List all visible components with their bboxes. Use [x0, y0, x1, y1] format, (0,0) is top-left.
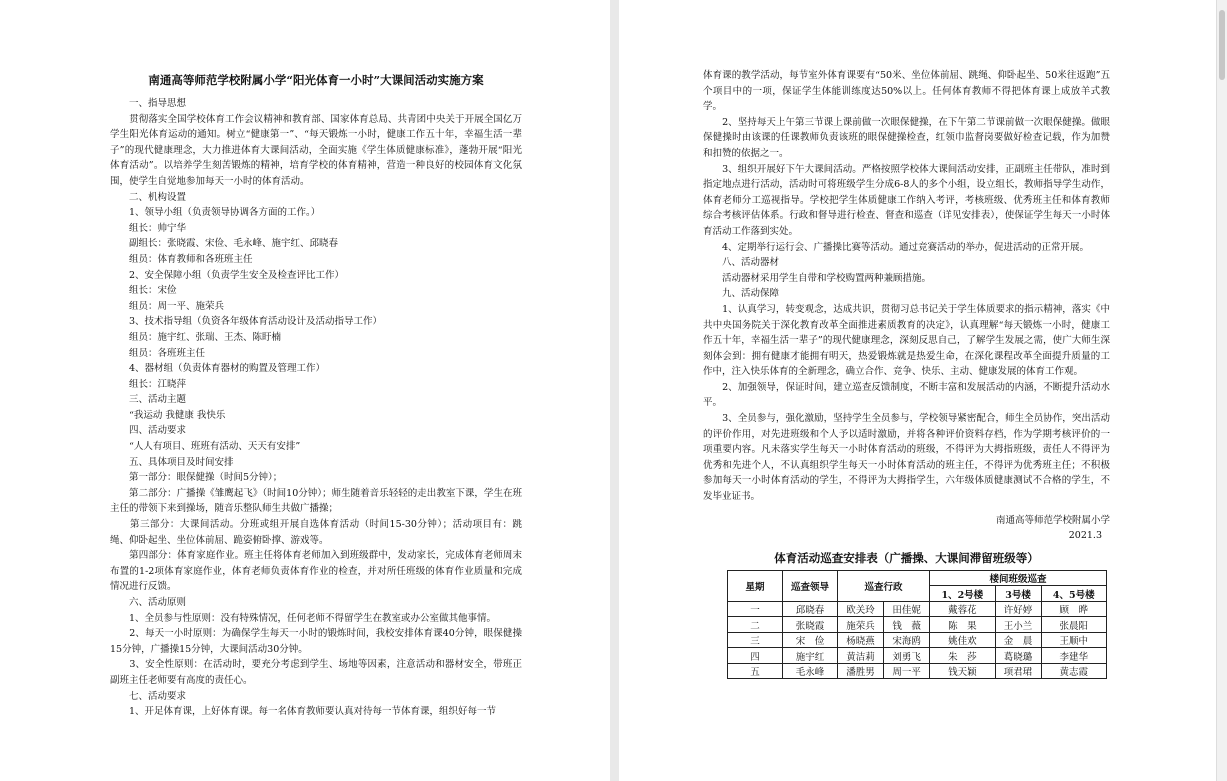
left-page-body: [110, 96, 522, 720]
table-cell-admin1: 施荣兵: [838, 617, 884, 633]
table-row: [728, 648, 1107, 664]
paragraph: 体育课的教学活动，每节室外体育课要有“50米、坐位体前屈、跳绳、仰卧起坐、50米往返跑”五个项目中的一项，保证学生体能训练度达50%以上。任何体育教师不得把体育课上成放羊式教学。: [703, 70, 1110, 113]
paragraph: 3、安全性原则：在活动时，要充分考虑到学生、场地等因素，注意活动和器材安全，带班正副班主任老师要有高度的责任心。: [110, 659, 522, 686]
paragraph: 1、开足体育课，上好体育课。每一名体育教师要认真对待每一节体育课，组织好每一节: [110, 706, 497, 718]
table-cell-leader: 邱晓春: [783, 601, 838, 617]
table-cell-f1: 钱天颖: [930, 663, 995, 679]
paragraph: 第四部分：体育家庭作业。班主任将体育老师加入到班级群中，发动家长，完成体育老师周末布置的1-2项体育家庭作业，体育老师负责体育作业的检查，并对所任班级的体育作业质量和完成情况进行反馈。: [110, 550, 522, 593]
paragraph: 七、活动要求: [110, 690, 187, 702]
table-cell-admin2: 周一平: [884, 663, 930, 679]
schedule-table: [727, 570, 1107, 680]
table-cell-f3: 王顺中: [1041, 632, 1106, 648]
schedule-table-body: [728, 601, 1107, 679]
header-floor-3: 3号楼: [995, 586, 1041, 602]
table-cell-leader: 张晓霞: [783, 617, 838, 633]
table-cell-admin1: 潘胜男: [838, 663, 884, 679]
paragraph: 一、指导思想: [110, 98, 187, 109]
document-page-right: [619, 0, 1217, 781]
paragraph: 1、全员参与性原则：没有特殊情况，任何老师不得留学生在教室或办公室做其他事情。: [110, 612, 497, 624]
table-cell-day: 一: [728, 601, 783, 617]
paragraph: 2、坚持每天上午第三节课上课前做一次眼保健操，在下午第二节课前做一次眼保健操。做眼保健操时由该课的任课教师负责该班的眼保健操检查，红领巾监督岗要做好检查记载，作为加赞和扣赞的依据之一。: [703, 116, 1110, 159]
paragraph: 组员：体育教师和各班班主任: [110, 253, 253, 265]
paragraph: 3、技术指导组（负资各年级体育活动设计及活动指导工作）: [110, 316, 383, 328]
table-cell-f3: 黄志霞: [1041, 663, 1106, 679]
header-weekday: 星期: [728, 570, 783, 601]
paragraph: 八、活动器材: [703, 257, 780, 269]
paragraph: 五、具体项目及时间安排: [110, 456, 234, 468]
paragraph: “人人有项目、班班有活动、天天有安排”: [110, 441, 301, 453]
table-cell-leader: 宋 俭: [783, 632, 838, 648]
table-cell-f2: 王小兰: [995, 617, 1041, 633]
header-admin: 巡查行政: [838, 570, 930, 601]
paragraph: 九、活动保障: [703, 288, 780, 300]
paragraph: 第三部分：大课间活动。分班或组开展自选体育活动（时间15-30分钟）；活动项目有：跳绳、仰卧起坐、坐位体前屈、跪姿俯卧撑、游戏等。: [110, 519, 522, 546]
paragraph: 4、器材组（负责体育器材的购置及管理工作）: [110, 363, 326, 375]
header-floor-1-2: 1、2号楼: [930, 586, 995, 602]
table-cell-leader: 施宇红: [783, 648, 838, 664]
paragraph: 第一部分：眼保健操（时间5分钟）；: [110, 472, 283, 484]
paragraph: 2、每天一小时原则：为确保学生每天一小时的锻炼时间，我校安排体育课40分钟，眼保健操15分钟，广播操15分钟，大课间活动30分钟。: [110, 628, 522, 655]
paragraph: 三、活动主题: [110, 394, 187, 406]
paragraph: 组员：施宇红、张瑞、王杰、陈盱楠: [110, 331, 282, 343]
table-cell-f3: 李建华: [1041, 648, 1106, 664]
scrollbar-thumb[interactable]: [1219, 10, 1225, 80]
paragraph: 组长：江晓萍: [110, 378, 187, 390]
table-cell-admin2: 宋海鸥: [884, 632, 930, 648]
paragraph: 1、领导小组（负责领导协调各方面的工作。）: [110, 207, 321, 219]
signature-date: 2021.3: [1068, 530, 1102, 542]
vertical-scrollbar[interactable]: [1216, 0, 1227, 781]
table-cell-day: 二: [728, 617, 783, 633]
header-floor-4-5: 4、5号楼: [1041, 586, 1106, 602]
paragraph: 2、加强领导，保证时间，建立巡查反馈制度，不断丰富和发展活动的内涵，不断提升活动水平。: [703, 381, 1110, 409]
paragraph: 1、认真学习，转变观念，达成共识，贯彻习总书记关于学生体质要求的指示精神，落实《中共中央国务院关于深化教育改革全面推进素质教育的决定》，认真理解“每天锻炼一小时，健康工作五十年，幸福生活一辈子”的现代健康理念，深刻反思自己，了解学生发展之需，使广大师生深刻体会到：拥有健康才能拥有明天，热爱锻炼就是热爱生命，在深化课程改革全面提升质量的工作中，注入快乐体育的全新理念，确立合作、竞争、快乐、主动、健康发展的体育工作观。: [703, 303, 1110, 378]
table-cell-f1: 陈 果: [930, 617, 995, 633]
table-cell-admin2: 田佳妮: [884, 601, 930, 617]
paragraph: 活动器材采用学生自带和学校购置两种兼顾措施。: [703, 272, 932, 284]
header-floor-group: 楼间班级巡查: [930, 570, 1107, 586]
paragraph: 贯彻落实全国学校体育工作会议精神和教育部、国家体育总局、共青团中央关于开展全国亿万学生阳光体育运动的通知。树立“健康第一”、“每天锻炼一小时，健康工作五十年，幸福生活一辈子”的现代健康理念，大力推进体育大课间活动，全面实施《学生体质健康标准》，蓬勃开展“阳光体育活动”。以培养学生刻苦锻炼的精神，培育学校的体育精神，营造一种良好的校园体育文化氛围，使学生自觉地参加每天一小时的体育活动。: [110, 113, 522, 187]
right-page-body: [703, 68, 1110, 505]
paragraph: 2、安全保障小组（负责学生安全及检查评比工作）: [110, 269, 345, 281]
table-cell-leader: 毛永峰: [783, 663, 838, 679]
table-cell-admin1: 欧关玲: [838, 601, 884, 617]
table-cell-day: 四: [728, 648, 783, 664]
table-cell-f1: 姚佳欢: [930, 632, 995, 648]
table-cell-f2: 葛晓璐: [995, 648, 1041, 664]
table-cell-f2: 金 晨: [995, 632, 1041, 648]
table-cell-f2: 项君珺: [995, 663, 1041, 679]
document-title: 南通高等师范学校附属小学“阳光体育一小时”大课间活动实施方案: [148, 73, 484, 87]
signature-org: 南通高等师范学校附属小学: [995, 514, 1110, 526]
table-row: [728, 663, 1107, 679]
table-row: [728, 632, 1107, 648]
paragraph: 组长：帅宁华: [110, 222, 187, 234]
table-cell-f1: 朱 莎: [930, 648, 995, 664]
paragraph: 组员：各班班主任: [110, 347, 206, 359]
paragraph: 组员：周一平、施荣兵: [110, 300, 225, 312]
table-cell-day: 五: [728, 663, 783, 679]
table-row: [728, 617, 1107, 633]
paragraph: 3、全员参与，强化激励，坚持学生全员参与，学校领导紧密配合，师生全员协作，突出活动的评价作用，对先进班级和个人予以适时激励，并将各种评价资料存档，作为学期考核评价的一项重要内容。凡未落实学生每天一小时体育活动的班级，不得评为大拇指班级，责任人不得评为优秀和先进个人，不认真组织学生每天一小时体育活动的班主任，不得评为优秀班主任；不积极参加每天一小时体育活动的学生，不得评为大拇指学生，六年级体质健康测试不合格的学生，不发毕业证书。: [703, 413, 1110, 503]
paragraph: 六、活动原则: [110, 597, 187, 608]
table-cell-f3: 顾 晔: [1041, 601, 1106, 617]
paragraph: 第二部分：广播操《雏鹰起飞》（时间10分钟）；师生随着音乐轻轻的走出教室下课，学生在班主任的带领下来到操场，随音乐整队师生共做广播操；: [110, 487, 522, 515]
header-leader: 巡查领导: [783, 570, 838, 601]
table-cell-f1: 戴蓉花: [930, 601, 995, 617]
paragraph: 3、组织开展好下午大课间活动。严格按照学校体大课间活动安排，正副班主任带队，准时到指定地点进行活动，活动时可将班级学生分成6-8人的多个小组，设立组长，教师指导学生动作，体育老师分工巡视指导。学校把学生体质健康工作纳入考评，考核班级、优秀班主任和体育教师综合考核评估体系。行政和督导进行检查、督查和巡查（详见安排表），使保证学生每天一小时体育活动工作落到实处。: [703, 163, 1110, 237]
table-cell-f2: 许好婷: [995, 601, 1041, 617]
table-cell-admin1: 杨晓燕: [838, 632, 884, 648]
paragraph: 副组长：张晓霞、宋俭、毛永峰、施宇红、邱晓春: [110, 238, 339, 250]
paragraph: “我运动 我健康 我快乐: [110, 409, 226, 421]
table-row: [728, 601, 1107, 617]
table-cell-f3: 张晨阳: [1041, 617, 1106, 633]
table-cell-admin1: 黄洁莉: [838, 648, 884, 664]
document-page-left: [0, 0, 610, 781]
schedule-title: 体育活动巡查安排表（广播操、大课间滞留班级等）: [774, 550, 1039, 565]
paragraph: 4、定期举行运行会、广播操比赛等活动。通过竞赛活动的举办，促进活动的正常开展。: [703, 241, 1090, 253]
paragraph: 组长：宋俭: [110, 285, 177, 297]
table-cell-admin2: 刘勇飞: [884, 648, 930, 664]
paragraph: 二、机构设置: [110, 191, 187, 203]
table-cell-day: 三: [728, 632, 783, 648]
table-cell-admin2: 钱 薇: [884, 617, 930, 633]
paragraph: 四、活动要求: [110, 425, 187, 437]
